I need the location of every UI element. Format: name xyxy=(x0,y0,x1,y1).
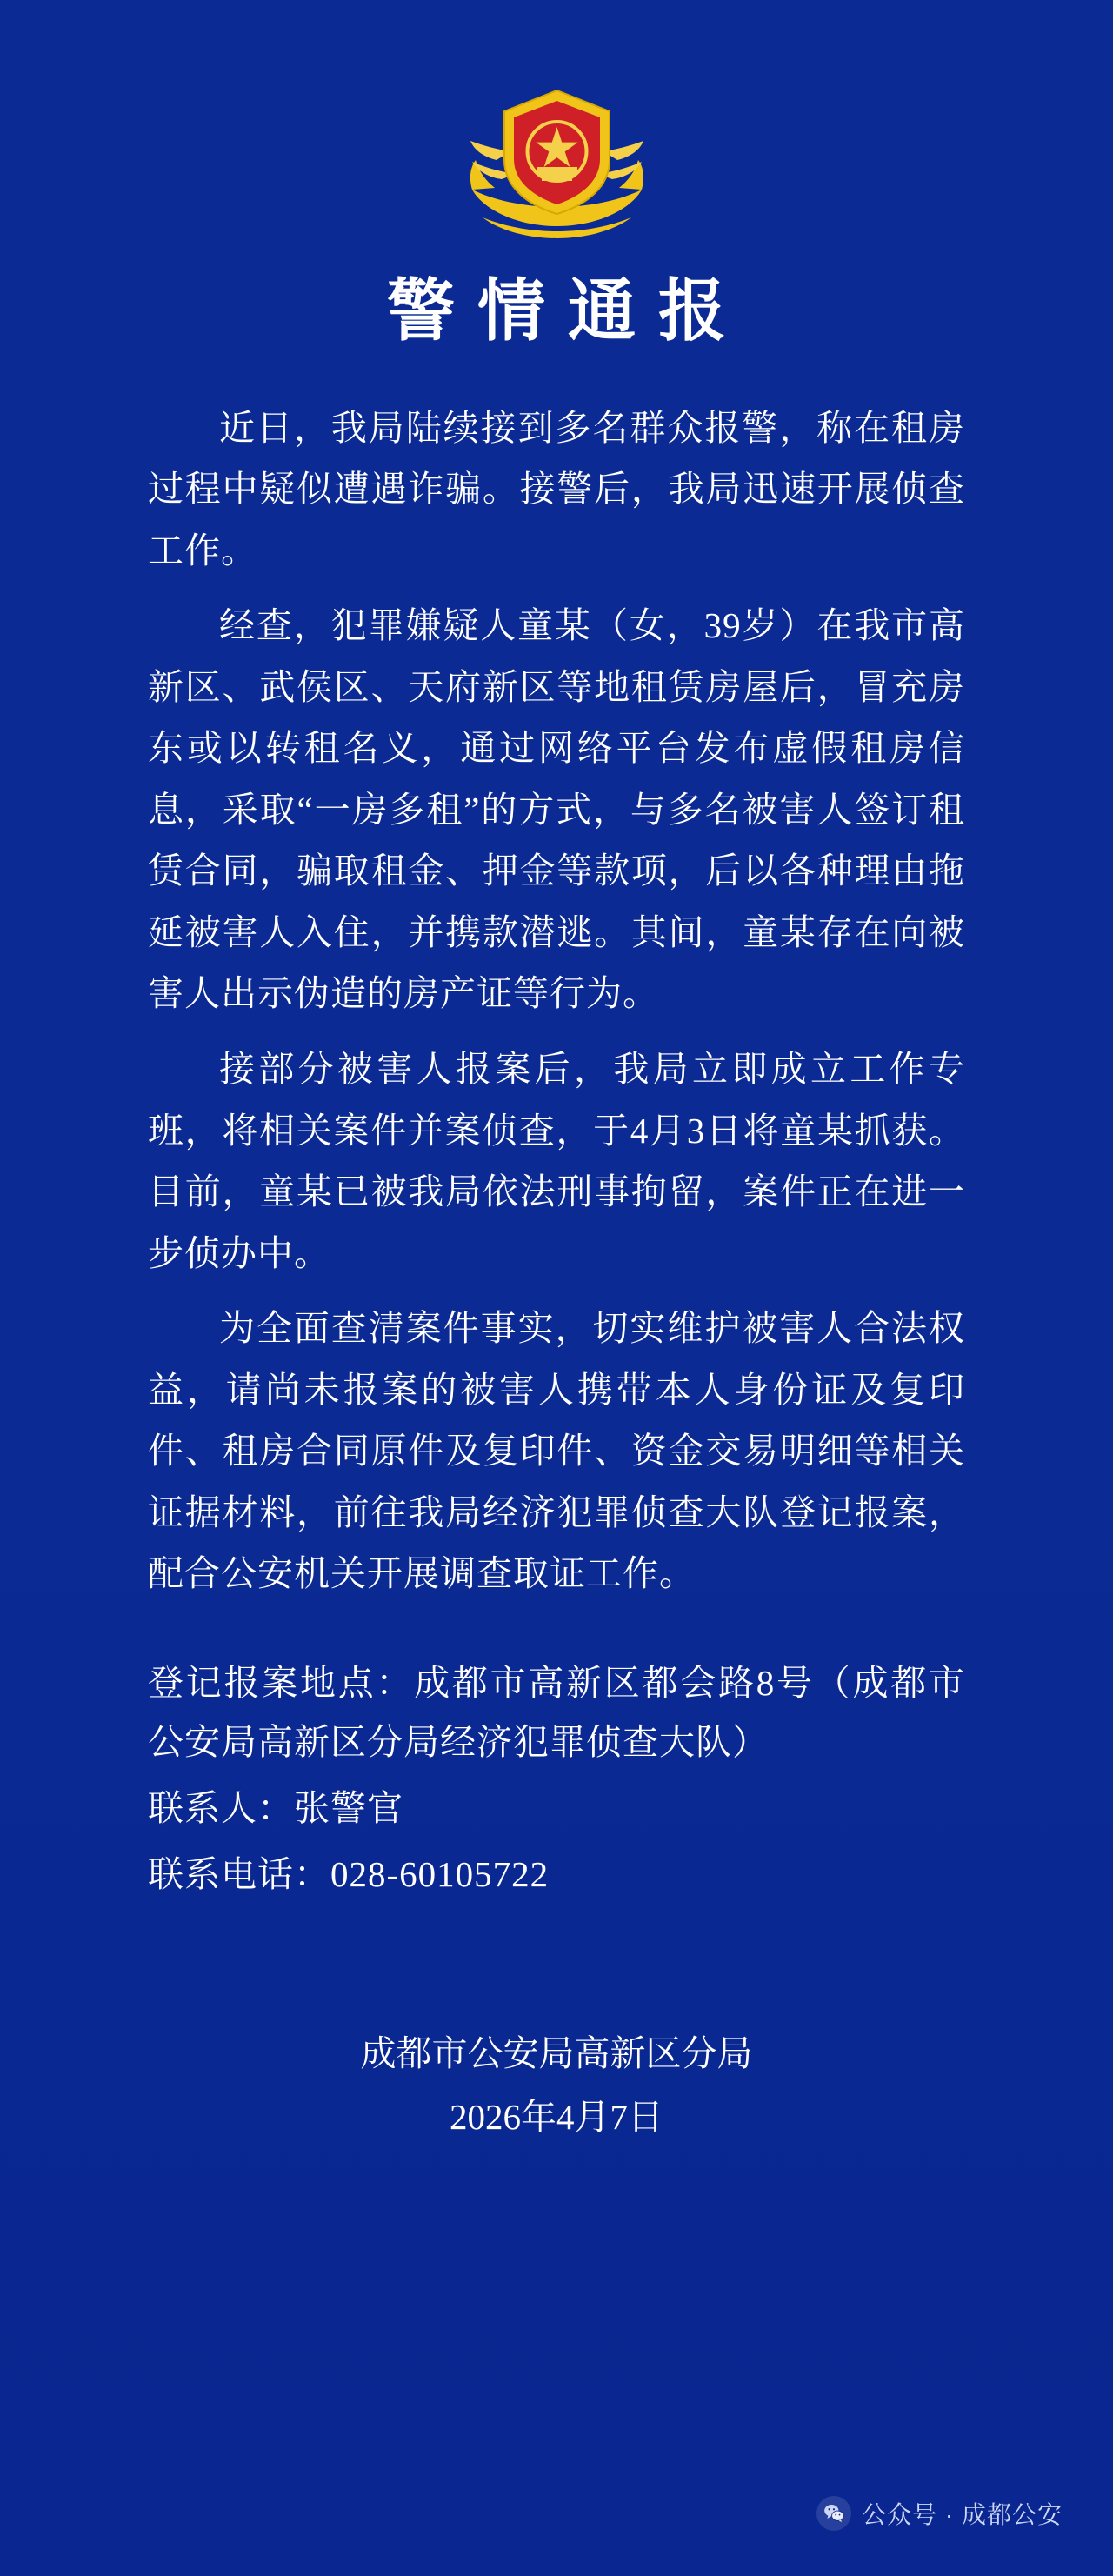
page-title: 警情通报 xyxy=(386,273,749,349)
notice-body xyxy=(148,397,965,1605)
contact-phone: 联系电话：028-60105722 xyxy=(148,1853,550,1894)
wechat-icon xyxy=(816,2496,851,2531)
paragraph: 接部分被害人报案后，我局立即成立工作专班，将相关案件并案侦查，于4月3日将童某抓获。目前，童某已被我局依法刑事拘留，案件正在进一步侦办中。 xyxy=(148,1049,965,1273)
paragraph: 近日，我局陆续接到多名群众报警，称在租房过程中疑似遭遇诈骗。接警后，我局迅速开展侦查工作。 xyxy=(148,407,965,571)
footer-watermark xyxy=(816,2496,1063,2531)
signature-block xyxy=(148,2025,965,2146)
paragraph: 为全面查清案件事实，切实维护被害人合法权益，请尚未报案的被害人携带本人身份证及复印件、租房合同原件及复印件、资金交易明细等相关证据材料，前往我局经济犯罪侦查大队登记报案，配合公安机关开展调查取证工作。 xyxy=(148,1308,965,1594)
issuing-organization: 成都市公安局高新区分局 xyxy=(360,2032,753,2073)
paragraph: 经查，犯罪嫌疑人童某（女，39岁）在我市高新区、武侯区、天府新区等地租赁房屋后，冒充房东或以转租名义，通过网络平台发布虚假租房信息，采取“一房多租”的方式，与多名被害人签订租赁合同，骗取租金、押金等款项，后以各种理由拖延被害人入住，并携款潜逃。其间，童某存在向被害人出示伪造的房产证等行为。 xyxy=(148,605,965,1014)
contact-block xyxy=(148,1653,965,1904)
contact-person: 联系人：张警官 xyxy=(148,1787,403,1828)
issue-date: 2026年4月7日 xyxy=(450,2097,663,2138)
report-location: 登记报案地点：成都市高新区都会路8号（成都市公安局高新区分局经济犯罪侦查大队） xyxy=(148,1662,965,1762)
emblem-container xyxy=(0,0,1113,246)
footer-label: 公众号 · 成都公安 xyxy=(862,2501,1063,2528)
police-emblem-icon xyxy=(463,77,650,246)
